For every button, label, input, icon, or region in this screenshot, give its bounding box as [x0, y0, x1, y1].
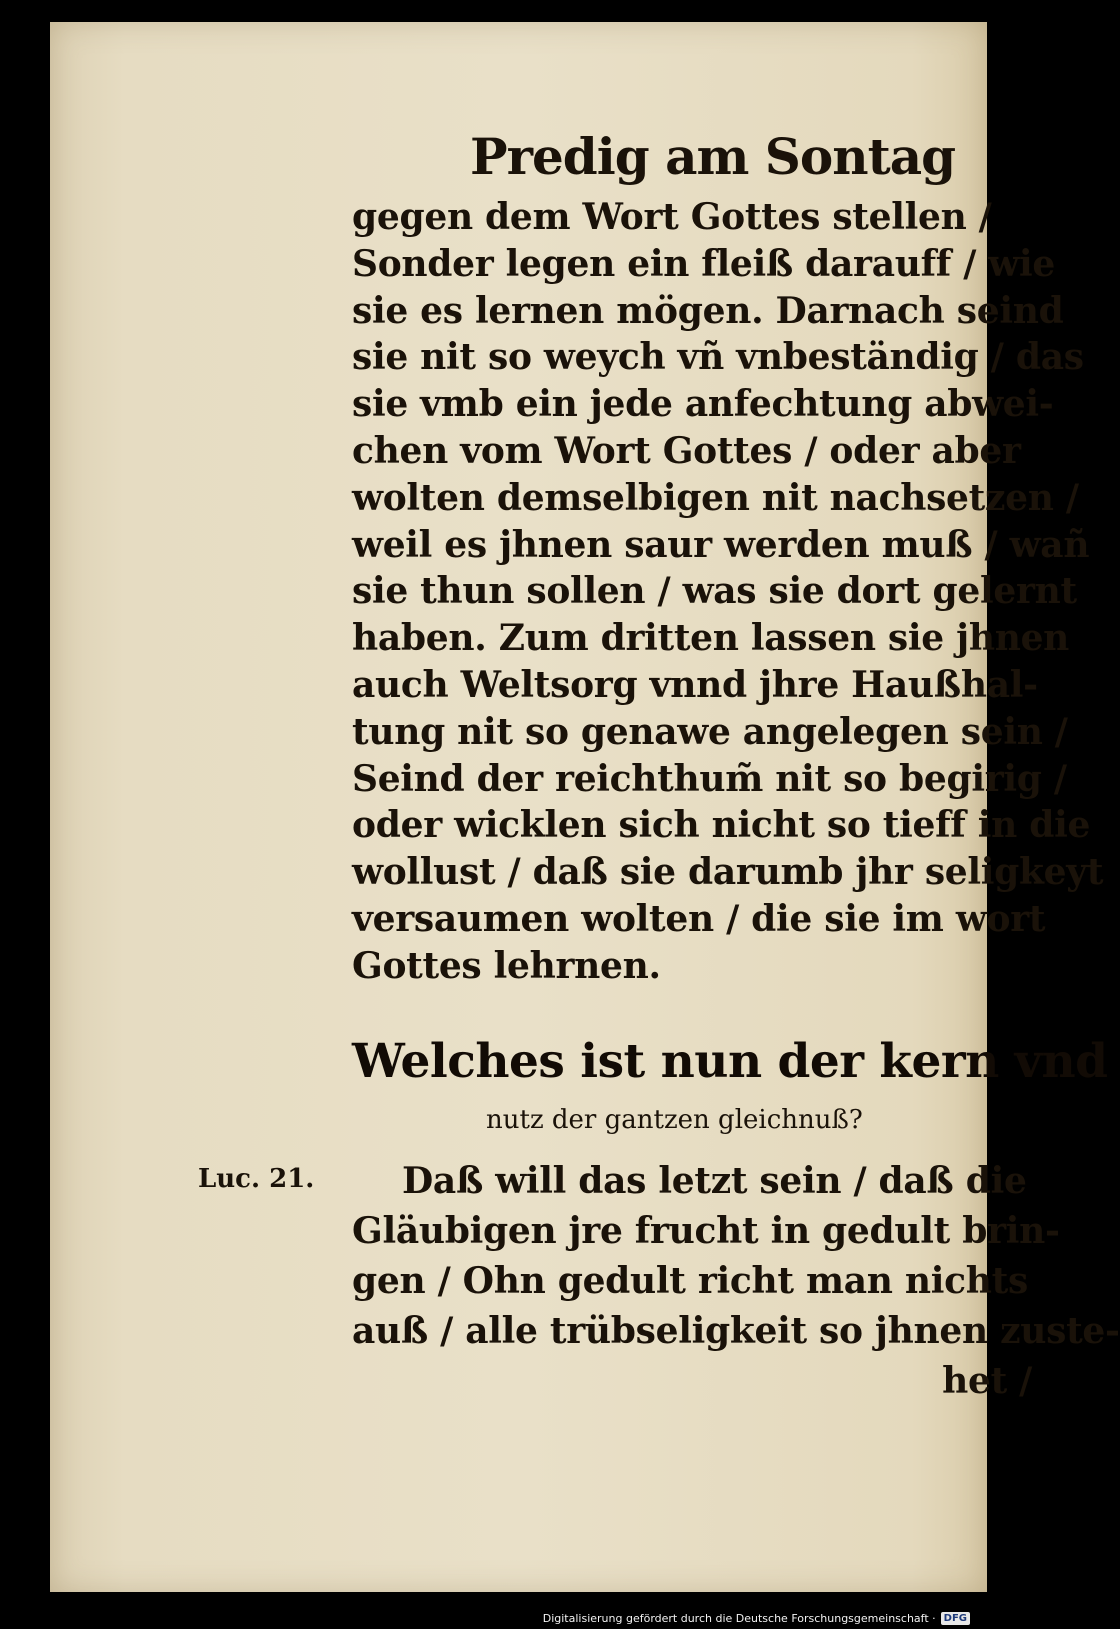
- margin-note: Luc. 21.: [198, 1164, 315, 1194]
- text-line: gen / Ohn gedult richt man nichts: [352, 1260, 1028, 1302]
- text-line: versaumen wolten / die sie im wort: [352, 897, 1046, 940]
- text-line: sie thun sollen / was sie dort gelernt: [352, 570, 1077, 613]
- text-line: Sonder legen ein fleiß darauff / wie: [352, 242, 1055, 285]
- text-line: wolten demselbigen nit nachsetzen /: [352, 476, 1079, 519]
- text-line: Seind der reichthum̃ nit so begirig /: [352, 757, 1067, 800]
- text-line: chen vom Wort Gottes / oder aber: [352, 429, 1021, 472]
- digitization-credit: [543, 1612, 970, 1625]
- credit-text: Digitalisierung gefördert durch die Deutsche Forschungsgemeinschaft ·: [542, 1612, 936, 1625]
- text-line: sie nit so weych vñ vnbeständig / das: [352, 336, 1084, 379]
- text-line: auß / alle trübseligkeit so jhnen zuste-: [352, 1310, 1120, 1352]
- text-line: sie vmb ein jede anfechtung abwei-: [352, 383, 1054, 426]
- section-heading: Welches ist nun der kern vnd: [352, 1034, 1108, 1089]
- text-line: gegen dem Wort Gottes stellen /: [352, 196, 992, 238]
- text-line: Gläubigen jre frucht in gedult brin-: [352, 1210, 1060, 1252]
- body-text: [352, 194, 1104, 990]
- text-line: oder wicklen sich nicht so tieff in die: [352, 804, 1091, 847]
- section-subheading: nutz der gantzen gleichnuß?: [486, 1105, 863, 1135]
- text-line: tung nit so genawe angelegen sein /: [352, 710, 1068, 753]
- text-line: Daß will das letzt sein / daß die: [402, 1160, 1027, 1202]
- text-line: sie es lernen mögen. Darnach seind: [352, 289, 1064, 332]
- text-line: Gottes lehrnen.: [352, 944, 661, 987]
- page-header: Predig am Sontag: [470, 127, 956, 186]
- text-line: haben. Zum dritten lassen sie jhnen: [352, 617, 1070, 660]
- text-line: het /: [942, 1360, 1032, 1402]
- text-line: wollust / daß sie darumb jhr seligkeyt: [352, 851, 1104, 894]
- dfg-logo: DFG: [941, 1612, 970, 1625]
- answer-text: [352, 1156, 1120, 1406]
- text-line: weil es jhnen saur werden muß / wañ: [352, 523, 1090, 566]
- book-page: [50, 22, 1120, 1592]
- text-line: auch Weltsorg vnnd jhre Haußhal-: [352, 663, 1038, 706]
